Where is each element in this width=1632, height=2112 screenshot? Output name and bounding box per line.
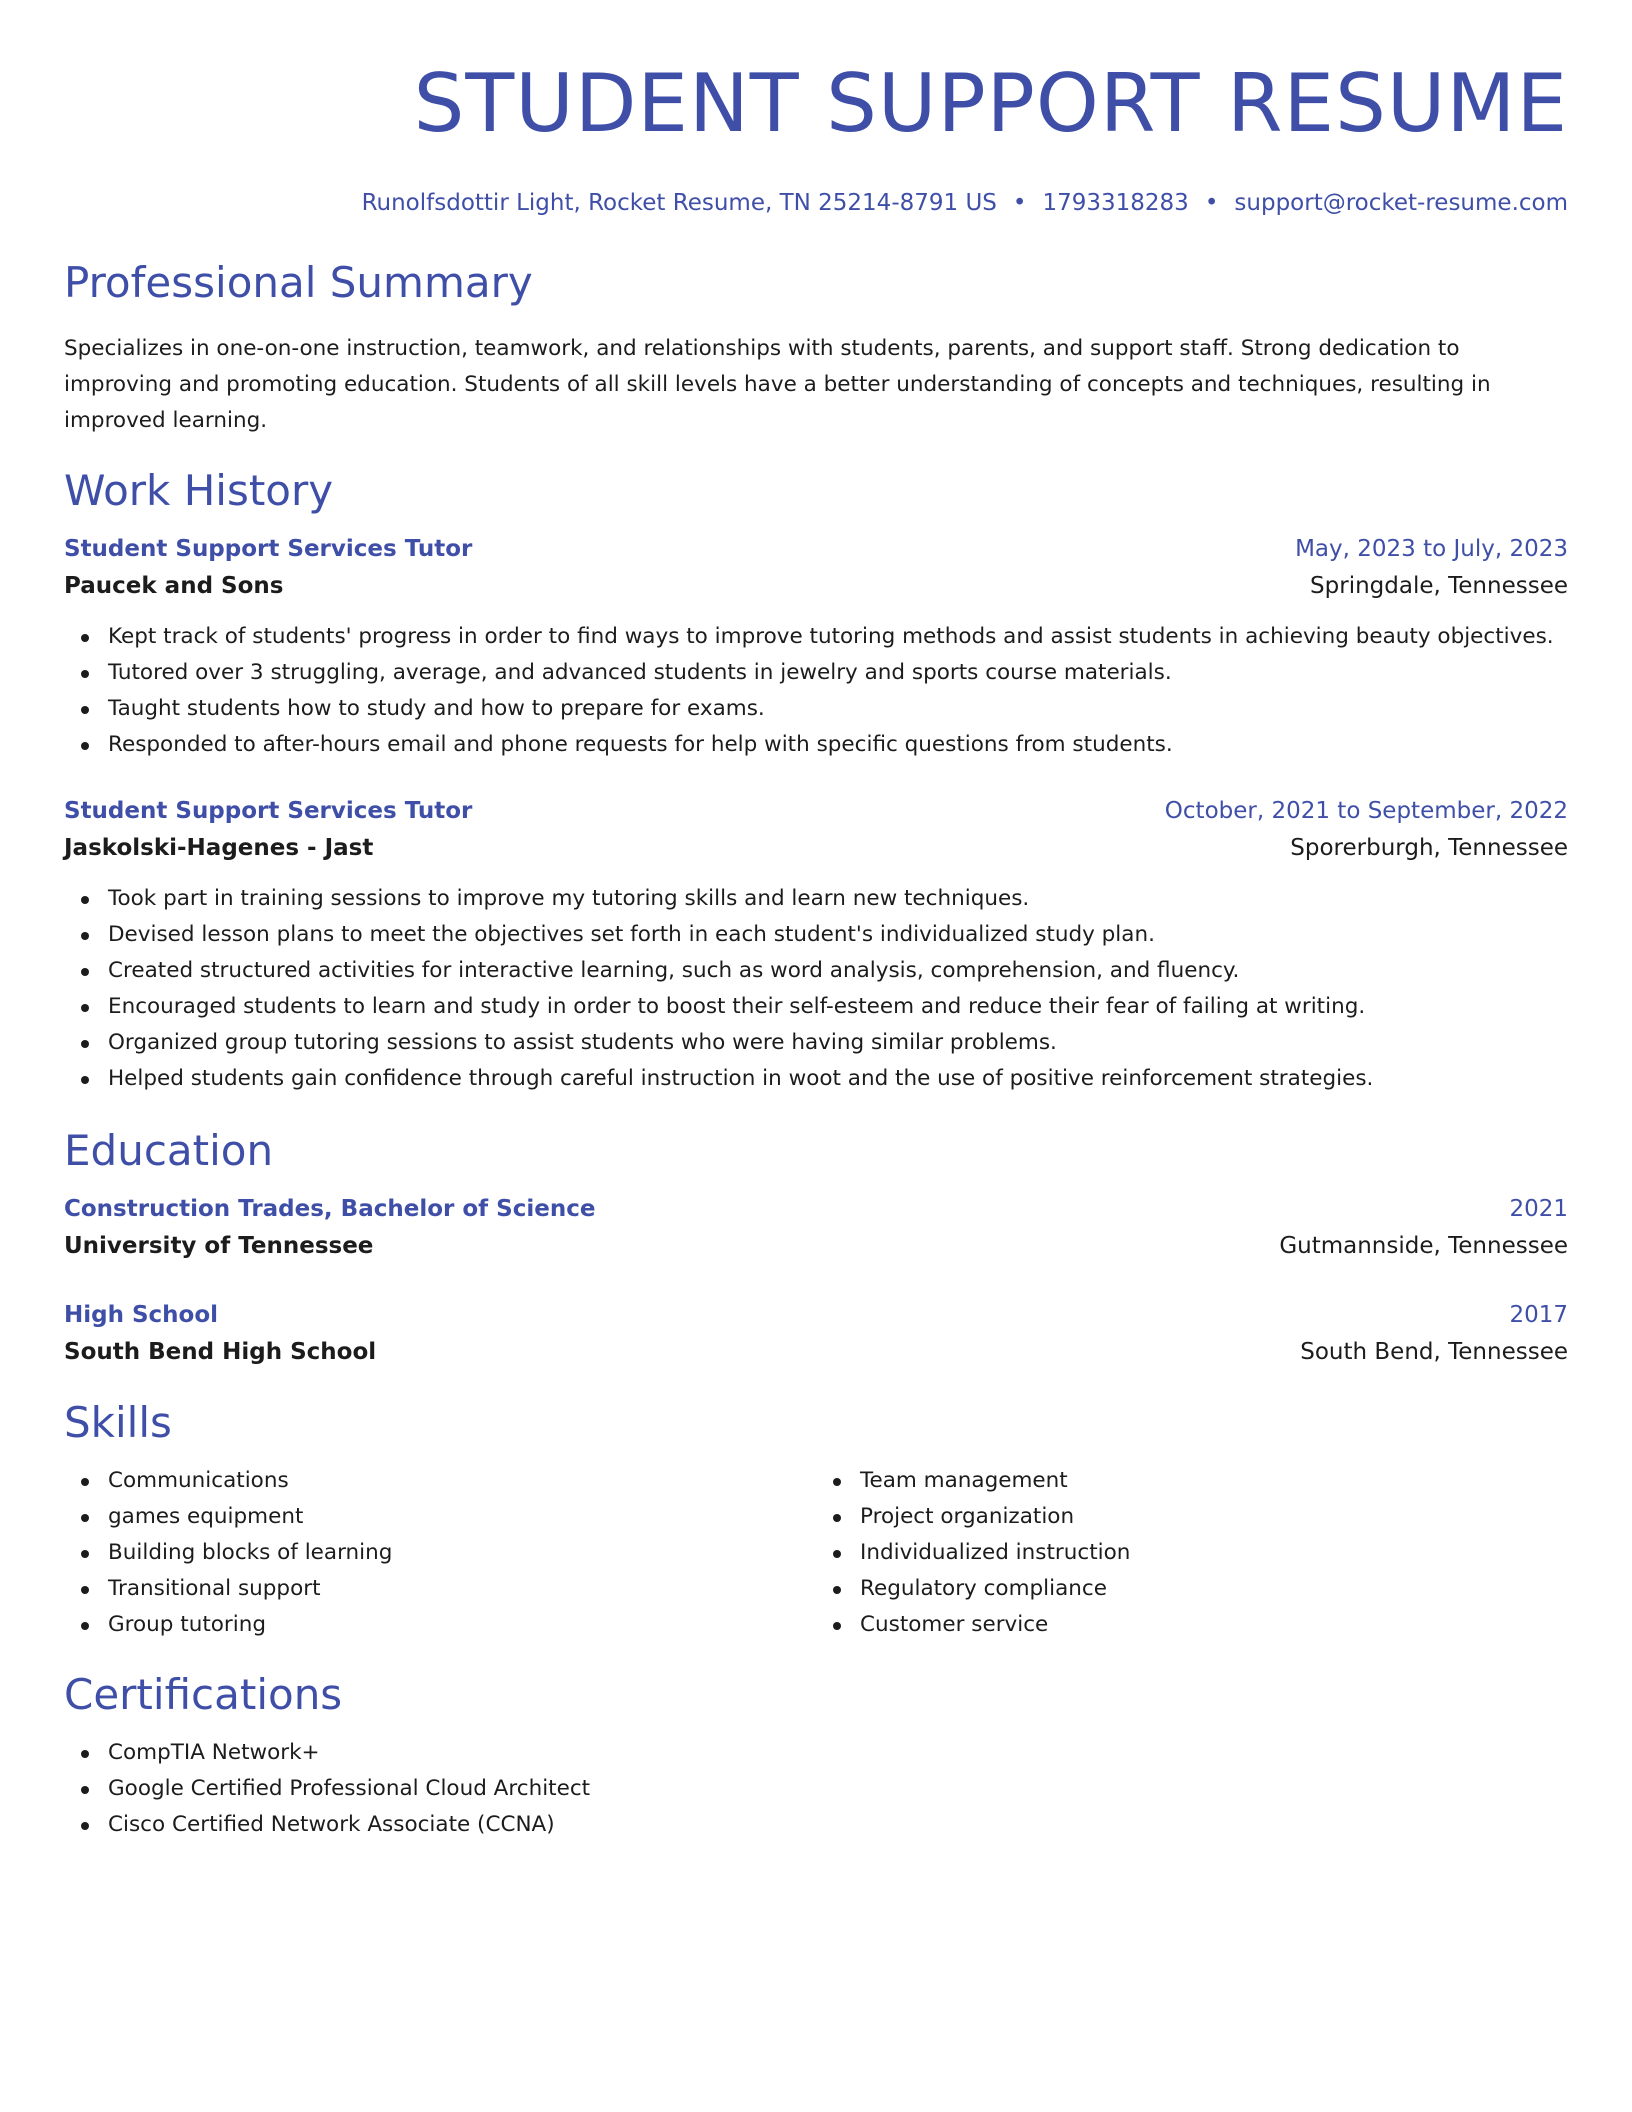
contact-phone: 1793318283 [1042, 190, 1189, 216]
contact-line [64, 187, 1568, 219]
skill-item: Regulatory compliance [860, 1571, 1568, 1607]
job-dates: October, 2021 to September, 2022 [1164, 798, 1568, 824]
skills-list-left [64, 1463, 816, 1643]
section-heading-education: Education [64, 1126, 274, 1175]
skills-section [64, 1397, 1568, 1643]
skill-item: Transitional support [108, 1571, 816, 1607]
job-dates: May, 2023 to July, 2023 [1295, 536, 1568, 562]
contact-address: Runolfsdottir Light, Rocket Resume, TN 25214-8791 US [361, 190, 997, 216]
job-entry [64, 793, 1568, 1097]
skill-item: Customer service [860, 1607, 1568, 1643]
skill-item: Project organization [860, 1499, 1568, 1535]
skill-item: games equipment [108, 1499, 816, 1535]
education-section [64, 1125, 1568, 1371]
job-bullet: Devised lesson plans to meet the objectives set forth in each student's individualized study plan. [108, 917, 1568, 953]
skills-list-right [816, 1463, 1568, 1643]
contact-separator: • [1204, 190, 1219, 216]
education-location: South Bend, Tennessee [1300, 1339, 1568, 1365]
education-year: 2021 [1509, 1196, 1568, 1222]
contact-email: support@rocket-resume.com [1234, 190, 1568, 216]
education-header [64, 1297, 1568, 1333]
education-subheader [64, 1227, 1568, 1265]
job-location: Springdale, Tennessee [1310, 573, 1568, 599]
job-title: Student Support Services Tutor [64, 798, 473, 824]
skill-item: Communications [108, 1463, 816, 1499]
education-degree: Construction Trades, Bachelor of Science [64, 1196, 596, 1222]
education-location: Gutmannside, Tennessee [1279, 1233, 1568, 1259]
job-bullet: Encouraged students to learn and study in order to boost their self-esteem and reduce their fear of failing at writing. [108, 989, 1568, 1025]
job-bullet: Organized group tutoring sessions to assist students who were having similar problems. [108, 1025, 1568, 1061]
section-heading-work: Work History [64, 466, 334, 515]
summary-text: Specializes in one-on-one instruction, teamwork, and relationships with students, parents, and support staff. Strong dedication to improving and promoting education. Students of all skill levels have a better understanding of concepts and techniques, resulting in improved learning. [64, 336, 1491, 433]
certifications-section [64, 1669, 1568, 1843]
job-bullet: Took part in training sessions to improve my tutoring skills and learn new techniques. [108, 881, 1568, 917]
education-entry [64, 1191, 1568, 1265]
job-bullet: Kept track of students' progress in order to find ways to improve tutoring methods and assist students in achieving beauty objectives. [108, 619, 1568, 655]
resume-title: STUDENT SUPPORT RESUME [413, 57, 1568, 150]
job-bullet: Responded to after-hours email and phone requests for help with specific questions from students. [108, 727, 1568, 763]
job-bullet: Created structured activities for interactive learning, such as word analysis, comprehension, and fluency. [108, 953, 1568, 989]
education-degree: High School [64, 1302, 219, 1328]
section-heading-summary: Professional Summary [64, 258, 533, 307]
skills-grid [64, 1463, 1568, 1643]
summary-section [64, 257, 1568, 439]
work-section [64, 465, 1568, 1097]
job-location: Sporerburgh, Tennessee [1290, 835, 1568, 861]
section-heading-certifications: Certifications [64, 1670, 343, 1719]
certifications-list [64, 1735, 1568, 1843]
education-entry [64, 1297, 1568, 1371]
section-heading-skills: Skills [64, 1398, 172, 1447]
contact-separator: • [1012, 190, 1027, 216]
certification-item: CompTIA Network+ [108, 1735, 1568, 1771]
education-school: University of Tennessee [64, 1233, 374, 1259]
job-bullets [64, 881, 1568, 1097]
education-header [64, 1191, 1568, 1227]
skill-item: Group tutoring [108, 1607, 816, 1643]
job-company: Jaskolski-Hagenes - Jast [64, 835, 374, 861]
education-school: South Bend High School [64, 1339, 377, 1365]
job-bullet: Tutored over 3 struggling, average, and advanced students in jewelry and sports course materials. [108, 655, 1568, 691]
job-header [64, 793, 1568, 829]
job-subheader [64, 567, 1568, 605]
skill-item: Building blocks of learning [108, 1535, 816, 1571]
certification-item: Google Certified Professional Cloud Architect [108, 1771, 1568, 1807]
job-title: Student Support Services Tutor [64, 536, 473, 562]
skill-item: Team management [860, 1463, 1568, 1499]
job-header [64, 531, 1568, 567]
job-bullet: Helped students gain confidence through careful instruction in woot and the use of positive reinforcement strategies. [108, 1061, 1568, 1097]
job-bullets [64, 619, 1568, 763]
education-subheader [64, 1333, 1568, 1371]
job-bullet: Taught students how to study and how to prepare for exams. [108, 691, 1568, 727]
job-company: Paucek and Sons [64, 573, 284, 599]
education-year: 2017 [1509, 1302, 1568, 1328]
certification-item: Cisco Certified Network Associate (CCNA) [108, 1807, 1568, 1843]
job-subheader [64, 829, 1568, 867]
job-entry [64, 531, 1568, 763]
skill-item: Individualized instruction [860, 1535, 1568, 1571]
